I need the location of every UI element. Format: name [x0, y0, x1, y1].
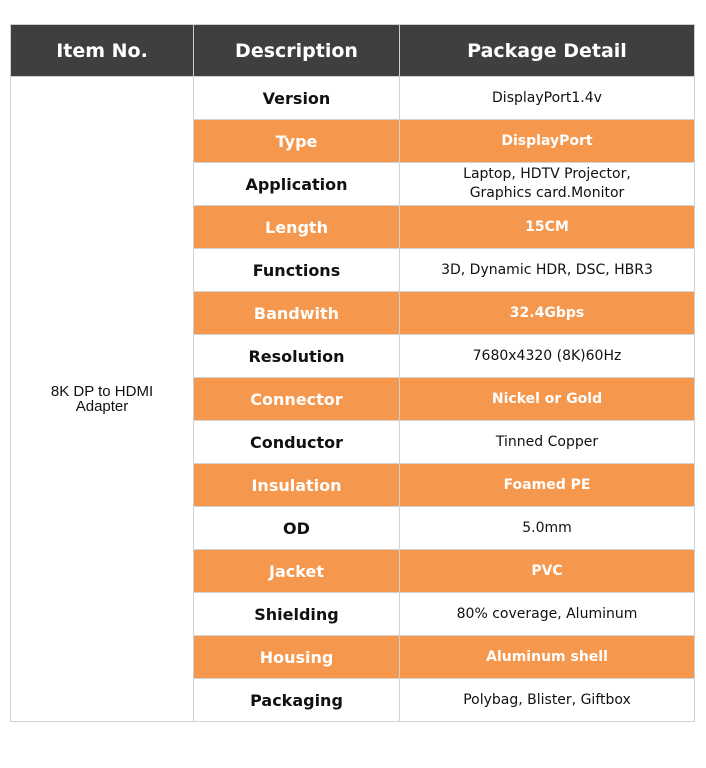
detail-cell: Nickel or Gold — [400, 378, 695, 421]
description-cell: OD — [194, 507, 400, 550]
detail-cell: DisplayPort1.4v — [400, 77, 695, 120]
table-row — [11, 77, 695, 120]
item-name-cell — [11, 77, 194, 722]
description-cell: Jacket — [194, 550, 400, 593]
detail-cell — [400, 163, 695, 206]
item-name-line: 8K DP to HDMI — [50, 383, 154, 400]
header-package-detail: Package Detail — [400, 25, 695, 77]
description-cell: Functions — [194, 249, 400, 292]
detail-cell: 80% coverage, Aluminum — [400, 593, 695, 636]
description-cell: Resolution — [194, 335, 400, 378]
header-item-no: Item No. — [11, 25, 194, 77]
description-cell: Bandwith — [194, 292, 400, 335]
detail-cell: Foamed PE — [400, 464, 695, 507]
detail-cell: 5.0mm — [400, 507, 695, 550]
detail-cell: Tinned Copper — [400, 421, 695, 464]
description-cell: Type — [194, 120, 400, 163]
detail-cell: 15CM — [400, 206, 695, 249]
description-cell: Connector — [194, 378, 400, 421]
detail-cell: 3D, Dynamic HDR, DSC, HBR3 — [400, 249, 695, 292]
spec-table — [10, 24, 695, 722]
detail-cell: DisplayPort — [400, 120, 695, 163]
description-cell: Application — [194, 163, 400, 206]
detail-cell: Aluminum shell — [400, 636, 695, 679]
detail-cell: Polybag, Blister, Giftbox — [400, 679, 695, 722]
detail-cell: PVC — [400, 550, 695, 593]
detail-line: Graphics card.Monitor — [469, 185, 625, 201]
description-cell: Conductor — [194, 421, 400, 464]
header-description: Description — [194, 25, 400, 77]
description-cell: Shielding — [194, 593, 400, 636]
description-cell: Length — [194, 206, 400, 249]
description-cell: Packaging — [194, 679, 400, 722]
detail-cell: 32.4Gbps — [400, 292, 695, 335]
detail-line: Laptop, HDTV Projector, — [463, 166, 631, 182]
description-cell: Version — [194, 77, 400, 120]
description-cell: Insulation — [194, 464, 400, 507]
detail-cell: 7680x4320 (8K)60Hz — [400, 335, 695, 378]
header-row — [11, 25, 695, 77]
description-cell: Housing — [194, 636, 400, 679]
item-name-line: Adapter — [75, 398, 129, 415]
